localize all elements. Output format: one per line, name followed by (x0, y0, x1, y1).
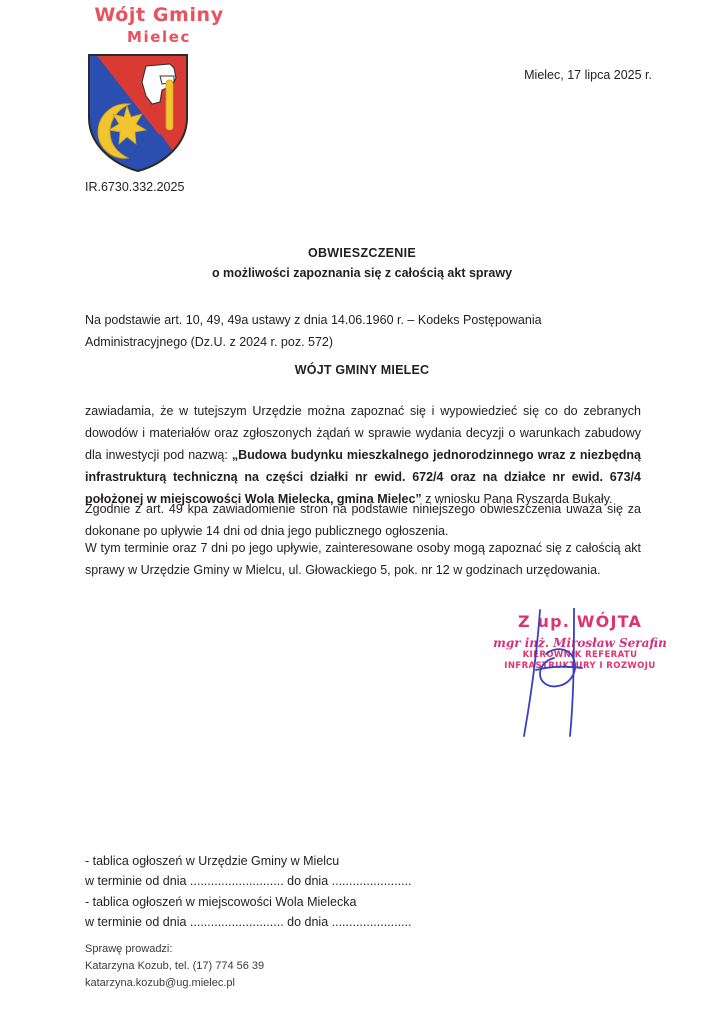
page-subtitle: o możliwości zapoznania się z całością akt sprawy (211, 266, 513, 280)
official-stamp (470, 612, 690, 673)
letterhead-line-2: Mielec (126, 27, 192, 46)
stamp-line-2: mgr inż. Mirosław Serafin (493, 636, 667, 650)
legal-basis-text: Na podstawie art. 10, 49, 49a ustawy z dnia 14.06.1960 r. – Kodeks Postępowania Administracyjnego (Dz.U. z 2024 r. poz. 572) (85, 313, 542, 349)
paragraph-1-tail: z wniosku Pana Ryszarda Bukały. (421, 491, 613, 506)
letterhead (74, 6, 244, 48)
signature-block (470, 612, 690, 742)
body-paragraph-2: Zgodnie z art. 49 kpa zawiadomienie stron na podstawie niniejszego obwieszczenia uważa się za dokonane po upływie 14 dni od dnia jego publicznego ogłoszenia. (85, 502, 641, 538)
reference-number: IR.6730.332.2025 (85, 180, 185, 194)
letterhead-line-1: Wójt Gminy (94, 4, 224, 26)
body-paragraph-1 (85, 401, 641, 510)
distribution-item-1-dates: w terminie od dnia ........................... do dnia ....................... (85, 874, 412, 889)
contact-footer (85, 941, 485, 992)
contact-label: Sprawę prowadzi: (85, 943, 173, 955)
investment-name: „Budowa budynku mieszkalnego jednorodzinnego wraz z niezbędną infrastrukturą techniczną na części działki nr ewid. 672/4 oraz na działce nr ewid. 673/4 położonej w miejscowości Wola Mielecka, gmina Mielec” (85, 447, 641, 506)
issuing-authority: WÓJT GMINY MIELEC (294, 363, 430, 377)
distribution-item-1-title: - tablica ogłoszeń w Urzędzie Gminy w Mielcu (85, 854, 340, 868)
coat-of-arms-icon (86, 52, 190, 174)
document-date: Mielec, 17 lipca 2025 r. (524, 68, 652, 82)
distribution-list (85, 851, 555, 932)
contact-person: Katarzyna Kozub, tel. (17) 774 56 39 (85, 960, 265, 973)
stamp-line-4: INFRASTRUKTURY I ROZWOJU (504, 661, 656, 672)
stamp-line-3: KIEROWNIK REFERATU (522, 650, 638, 660)
paragraph-1-lead: zawiadamia, że w tutejszym Urzędzie można zapoznać się i wypowiedzieć się co do zebranych dowodów i materiałów oraz zgłoszonych żądań w sprawie wydania decyzji o warunkach zabudowy dla inwestycji pod nazwą: (85, 404, 641, 462)
body-paragraph-3: W tym terminie oraz 7 dni po jego upływie, zainteresowane osoby mogą zapoznać się z całością akt sprawy w Urzędzie Gminy w Mielcu, ul. Głowackiego 5, pok. nr 12 w godzinach urzędowania. (85, 541, 641, 577)
distribution-item-2-title: - tablica ogłoszeń w miejscowości Wola Mielecka (85, 894, 357, 909)
contact-email: katarzyna.kozub@ug.mielec.pl (85, 977, 235, 990)
page-title: OBWIESZCZENIE (307, 246, 417, 260)
stamp-line-1: Z up. WÓJTA (517, 612, 643, 631)
distribution-item-2-dates: w terminie od dnia ........................... do dnia ....................... (85, 914, 412, 929)
